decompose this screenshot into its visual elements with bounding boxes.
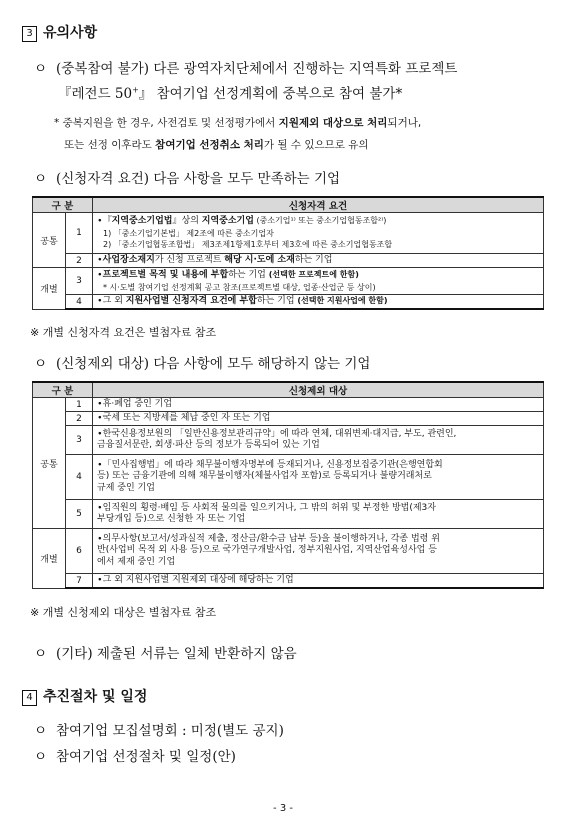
text-span: ∙『	[97, 216, 112, 227]
group-common: 공통	[33, 398, 66, 529]
row-number: 6	[66, 529, 93, 574]
bold-text: 지역중소기업법	[111, 216, 173, 227]
duplicate-participation-line2	[58, 82, 402, 102]
content-line: 등) 또는 금융기관에 의해 채무불이행자(체불사업자 포함)로 등록되거나 불량거래처로	[97, 471, 432, 482]
text-span: 가 될 수 있으므로 유의	[263, 139, 369, 151]
bullet-mark: ㅇ	[34, 749, 48, 765]
section-4-heading	[22, 686, 147, 706]
superscript: +	[132, 85, 139, 95]
content-line: 금융질서문란, 회생·파산 등의 정보가 등록되어 있는 기업	[97, 440, 320, 450]
row-number: 1	[66, 213, 93, 254]
text-span: 되거나,	[387, 117, 422, 129]
selection-procedure-item	[34, 745, 236, 765]
row-number: 1	[66, 398, 93, 412]
row-content: ∙국세 또는 지방세를 체납 중인 자 또는 기업	[93, 412, 544, 426]
bold-text: 지역중소기업	[201, 216, 254, 227]
bold-text: 지원사업별 신청자격 요건에 부합	[125, 296, 257, 307]
sub-note: * 시·도별 참여기업 선정계획 공고 참조(프로젝트별 대상, 업종·산업군 등 상이)	[103, 282, 376, 292]
section-title: 유의사항	[43, 25, 98, 41]
content-line: 반(사업비 목적 외 사용 등)으로 국가연구개발사업, 정부지원사업, 지역산업육성사업 등	[97, 545, 437, 556]
item-text: 참여기업 선정절차 및 일정(안)	[56, 749, 236, 765]
exclusion-table	[32, 381, 544, 589]
text-span: * 중복지원을 한 경우, 사전검토 및 선정평가에서	[54, 117, 279, 129]
row-number: 2	[66, 412, 93, 426]
row-number: 5	[66, 500, 93, 529]
bold-text: (선택한 지원사업에 한함)	[297, 296, 388, 306]
bullet-mark: ㅇ	[34, 171, 48, 187]
duplicate-participation-item	[34, 57, 457, 77]
table-row	[33, 500, 544, 529]
eligibility-table	[32, 196, 544, 310]
bullet-mark: ㅇ	[34, 646, 48, 662]
table-row	[33, 412, 544, 426]
table-header-row	[33, 197, 544, 213]
text-span: ∙	[97, 270, 103, 280]
text-span: ∙그 외	[97, 296, 126, 307]
table-row	[33, 213, 544, 254]
header-exclusions: 신청제외 대상	[93, 382, 544, 398]
content-line: 에서 제재 중인 기업	[97, 556, 176, 567]
eligibility-remark: ※ 개별 신청자격 요건은 별첨자료 참조	[30, 326, 217, 339]
content-line: ∙의무사항(보고서/성과실적 제출, 정산금/환수금 납부 등)을 불이행하거나, 각종 법령 위	[97, 533, 440, 544]
sub-note: 2) 「중소기업협동조합법」 제3조제1항제1호부터 제3호에 따른 중소기업협동조합	[103, 240, 393, 250]
duplicate-note-line2	[64, 137, 369, 152]
bullet-mark: ㅇ	[34, 356, 48, 372]
bold-text: 사업장소재지	[102, 254, 155, 265]
text-span: 하는 기업	[294, 254, 333, 265]
bold-text: (선택한 프로젝트에 한함)	[268, 270, 359, 279]
group-individual: 개별	[33, 268, 66, 310]
section-title: 추진절차 및 일정	[43, 689, 148, 705]
duplicate-note-line1	[54, 115, 421, 130]
row-content	[93, 426, 544, 455]
row-content: ∙그 외 지원사업별 지원제외 대상에 해당하는 기업	[93, 574, 544, 589]
section-3-heading	[22, 22, 97, 42]
content-line: ∙임직원의 횡령·배임 등 사회적 물의를 일으키거나, 그 밖의 허위 및 부정한 방법(제3자	[97, 502, 436, 513]
item-text: (신청제외 대상) 다음 사항에 모두 해당하지 않는 기업	[56, 356, 371, 372]
content-line: 부당개입 등)으로 신청한 자 또는 기업	[97, 514, 246, 524]
exclusion-item	[34, 352, 370, 372]
row-number: 2	[66, 254, 93, 268]
header-category: 구 분	[33, 197, 93, 213]
section-number-box: 3	[22, 26, 37, 42]
row-number: 3	[66, 268, 93, 295]
row-number: 7	[66, 574, 93, 589]
row-number: 3	[66, 426, 93, 455]
text-span: 『레전드 50	[58, 86, 133, 102]
item-text: 참여기업 모집설명회 : 미정(별도 공지)	[56, 723, 284, 739]
row-content	[93, 213, 544, 254]
table-header-row	[33, 382, 544, 398]
text-span: 하는 기업	[256, 296, 298, 307]
table-row	[33, 295, 544, 310]
exclusion-remark: ※ 개별 신청제외 대상은 별첨자료 참조	[30, 606, 217, 619]
etc-item	[34, 642, 297, 662]
header-category: 구 분	[33, 382, 93, 398]
table-row	[33, 529, 544, 574]
table-row	[33, 455, 544, 500]
table-row	[33, 426, 544, 455]
content-line: ∙한국신용정보원의 「일반신용정보관리규약」에 따라 연체, 대위변제·대지급, 부도, 관련인,	[97, 428, 457, 439]
page-number: - 3 -	[273, 803, 293, 814]
table-row	[33, 268, 544, 295]
item-text: (중복참여 불가) 다른 광역자치단체에서 진행하는 지역특화 프로젝트	[56, 61, 458, 77]
bold-text: 참여기업 선정취소 처리	[155, 139, 264, 151]
row-content	[93, 529, 544, 574]
group-individual: 개별	[33, 529, 66, 589]
row-number: 4	[66, 455, 93, 500]
briefing-session-item	[34, 719, 284, 739]
sub-note: 1) 「중소기업기본법」 제2조에 따른 중소기업자	[103, 228, 274, 238]
row-content: ∙휴·폐업 중인 기업	[93, 398, 544, 412]
bold-text: 지원제외 대상으로 처리	[278, 117, 388, 129]
row-content	[93, 254, 544, 268]
content-line: 규제 중인 기업	[97, 482, 155, 493]
bold-text: 프로젝트별 목적 및 내용에 부합	[102, 270, 229, 280]
table-row	[33, 398, 544, 412]
text-span: 가 신청 프로젝트	[154, 254, 225, 265]
text-span: ∙	[97, 254, 103, 265]
small-text: (중소기업¹⁾ 또는 중소기업협동조합²⁾)	[253, 216, 387, 226]
row-content	[93, 268, 544, 295]
text-span: 또는 선정 이후라도	[64, 139, 156, 151]
group-common: 공통	[33, 213, 66, 268]
bold-text: 해당 시·도에 소재	[224, 254, 295, 265]
item-text: (신청자격 요건) 다음 사항을 모두 만족하는 기업	[56, 171, 341, 187]
bullet-mark: ㅇ	[34, 723, 48, 739]
text-span: 하는 기업	[228, 270, 269, 280]
row-content	[93, 295, 544, 310]
section-number-box: 4	[22, 690, 37, 706]
row-number: 4	[66, 295, 93, 310]
row-content	[93, 455, 544, 500]
table-row	[33, 254, 544, 268]
row-content	[93, 500, 544, 529]
text-span: 』 참여기업 선정계획에 중복으로 참여 불가*	[138, 86, 403, 102]
text-span: 』상의	[172, 216, 202, 227]
table-row	[33, 574, 544, 589]
bullet-mark: ㅇ	[34, 61, 48, 77]
item-text: (기타) 제출된 서류는 일체 반환하지 않음	[56, 646, 297, 662]
header-requirements: 신청자격 요건	[93, 197, 544, 213]
eligibility-item	[34, 167, 340, 187]
content-line: ∙「민사집행법」에 따라 채무불이행자명부에 등재되거나, 신용정보집중기관(은행연합회	[97, 459, 443, 470]
